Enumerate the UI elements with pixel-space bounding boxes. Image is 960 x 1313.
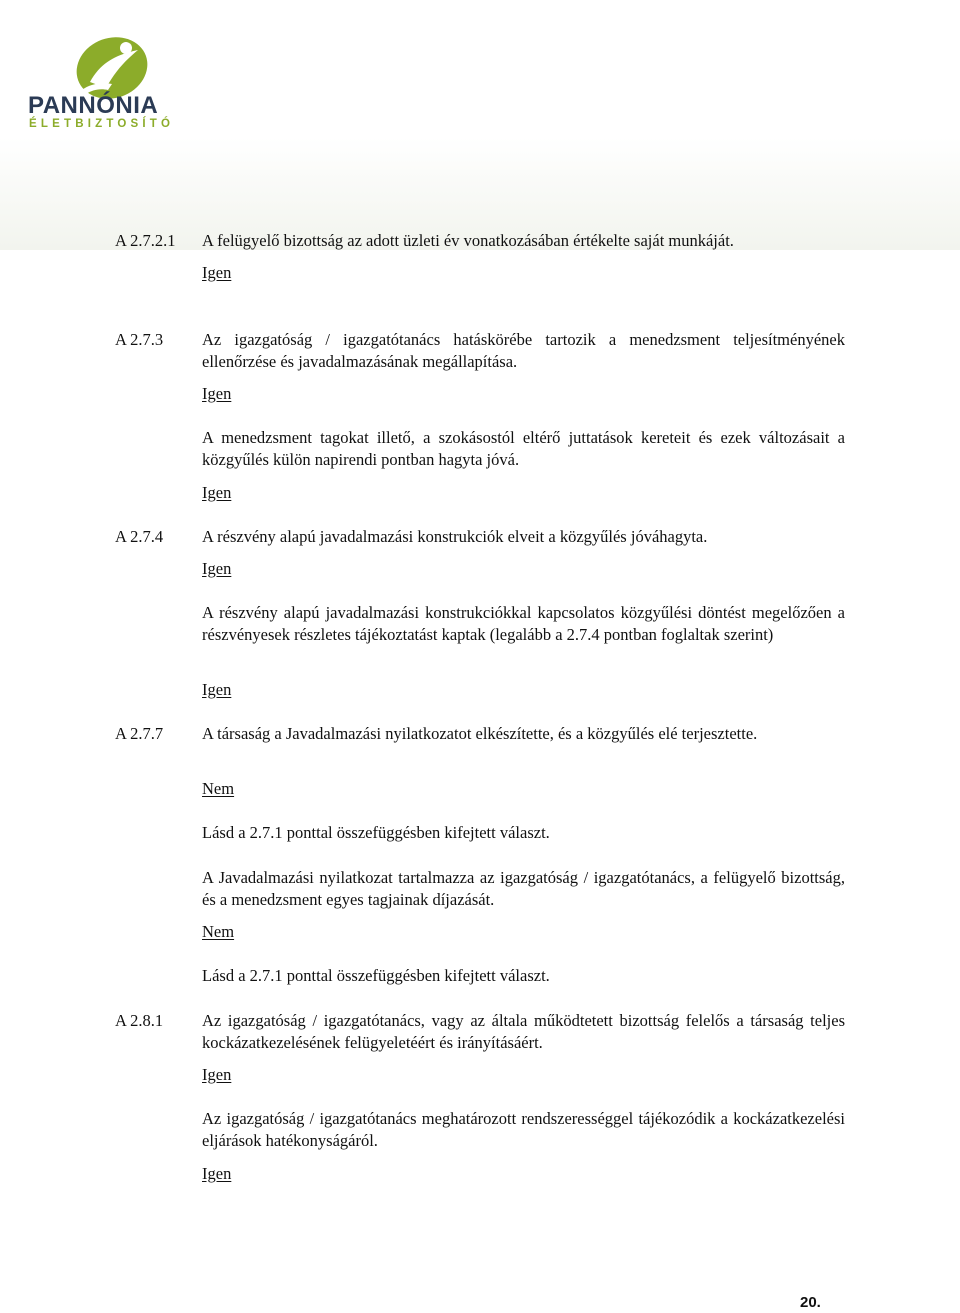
item-code: A 2.7.7 [115,724,164,743]
item-text: A Javadalmazási nyilatkozat tartalmazza az igazgatóság / igazgatótanács, a felügyelő bizottság, és a menedzsment egyes tagjainak díjazását. [202,868,845,909]
item-answer: Igen [202,384,232,403]
item-answer: Igen [202,1065,232,1084]
item-answer: Nem [202,922,235,941]
item-answer: Igen [202,1164,232,1183]
item-answer: Igen [202,680,232,699]
item-code: A 2.8.1 [115,1011,164,1030]
item-answer: Igen [202,263,232,282]
item-text: A részvény alapú javadalmazási konstrukciókkal kapcsolatos közgyűlési döntést megelőzően a részvényesek részletes tájékoztatást kaptak (legalább a 2.7.4 pontban foglaltak szerint) [202,603,845,644]
item-note: Lásd a 2.7.1 ponttal összefüggésben kifejtett választ. [202,823,550,842]
item-text: Az igazgatóság / igazgatótanács hatáskörébe tartozik a menedzsment teljesítményének ellenőrzése és javadalmazásának megállapítása. [202,330,845,371]
item-text: Az igazgatóság / igazgatótanács meghatározott rendszerességgel tájékozódik a kockázatkezelési eljárások hatékonyságáról. [202,1109,845,1150]
item-text: A társaság a Javadalmazási nyilatkozatot elkészítette, és a közgyűlés elé terjesztette. [202,724,758,743]
item-answer: Igen [202,559,232,578]
item-text: A felügyelő bizottság az adott üzleti év vonatkozásában értékelte saját munkáját. [202,231,734,250]
logo-wordmark: PANNÓNIA [28,92,159,119]
logo-subtitle: ÉLETBIZTOSÍTÓ [29,118,175,130]
item-code: A 2.7.2.1 [115,231,176,250]
item-text: A részvény alapú javadalmazási konstrukciók elveit a közgyűlés jóváhagyta. [202,527,708,546]
page-number: 20. [800,1294,821,1311]
item-answer: Nem [202,779,235,798]
item-text: Az igazgatóság / igazgatótanács, vagy az általa működtetett bizottság felelős a társaság teljes kockázatkezelésének felügyeletéért és irányításáért. [202,1011,845,1052]
item-text: A menedzsment tagokat illető, a szokásostól eltérő juttatások kereteit és ezek változásait a közgyűlés külön napirendi pontban hagyta jóvá. [202,428,845,469]
item-code: A 2.7.4 [115,527,164,546]
item-note: Lásd a 2.7.1 ponttal összefüggésben kifejtett választ. [202,966,550,985]
item-code: A 2.7.3 [115,330,164,349]
item-answer: Igen [202,483,232,502]
